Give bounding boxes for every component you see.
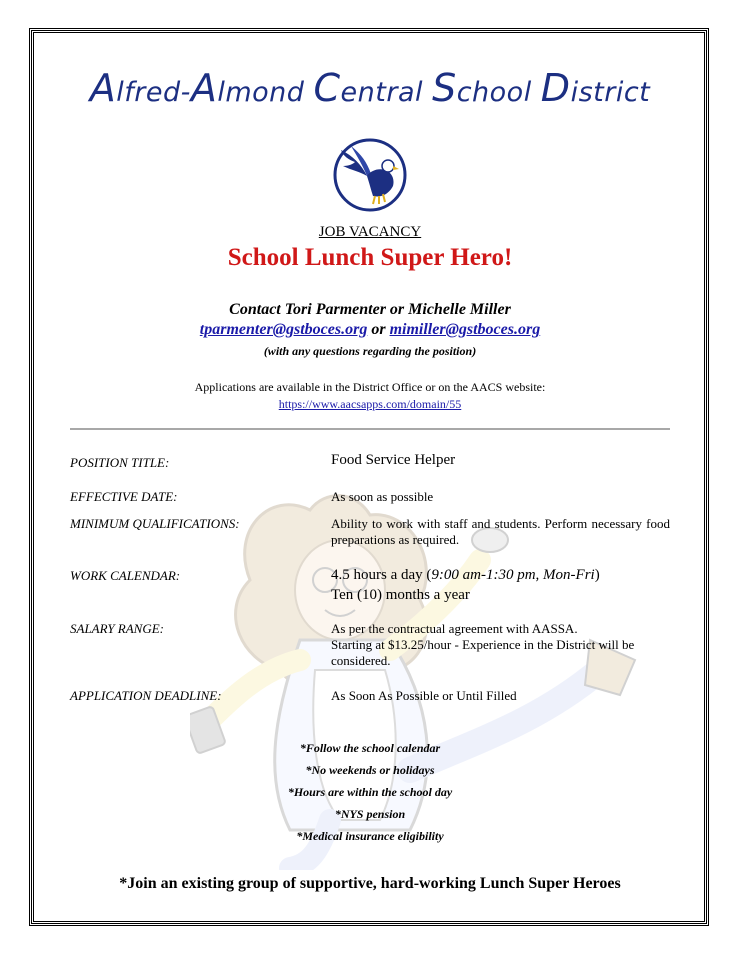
salary-range-value	[331, 621, 670, 669]
application-deadline-value: As Soon As Possible or Until Filled	[331, 688, 517, 703]
application-deadline-label: APPLICATION DEADLINE:	[70, 688, 222, 703]
list-item: *Follow the school calendar	[299, 741, 441, 755]
work-calendar-hours: 4.5 hours a day (9:00 am-1:30 pm, Mon-Fri)	[331, 567, 600, 583]
work-calendar-value	[331, 565, 670, 605]
closing-statement: *Join an existing group of supportive, hard-working Lunch Super Heroes	[119, 875, 621, 892]
work-calendar-months: Ten (10) months a year	[331, 587, 470, 603]
list-item: *Medical insurance eligibility	[296, 829, 444, 843]
list-item: *Hours are within the school day	[287, 785, 453, 799]
work-calendar-label: WORK CALENDAR:	[70, 568, 181, 583]
district-title	[60, 66, 680, 110]
salary-line-2: Starting at $13.25/hour - Experience in the District will be considered.	[331, 637, 635, 668]
email-link-miller[interactable]: mimiller@gstboces.org	[389, 321, 541, 338]
district-title-part: Almond	[190, 66, 314, 110]
page-title: School Lunch Super Hero!	[227, 244, 513, 271]
applications-url	[0, 397, 740, 412]
list-item: *No weekends or holidays	[305, 763, 435, 777]
district-title-part: Alfred-	[89, 66, 191, 110]
email-link-parmenter[interactable]: tparmenter@gstboces.org	[199, 321, 368, 338]
applications-text: Applications are available in the District Office or on the AACS website:	[194, 380, 546, 394]
website-link[interactable]: https://www.aacsapps.com/domain/55	[278, 397, 462, 411]
list-item: *NYS pension	[334, 807, 406, 821]
contact-emails	[0, 321, 740, 339]
questions-note: (with any questions regarding the position)	[263, 344, 477, 358]
district-title-part: Central	[313, 66, 433, 110]
minimum-qualifications-label: MINIMUM QUALIFICATIONS:	[70, 516, 240, 531]
divider	[70, 428, 670, 430]
district-title-part: School	[432, 66, 541, 110]
minimum-qualifications-value: Ability to work with staff and students. Perform necessary food preparations as required.	[331, 516, 670, 547]
contact-line: Contact Tori Parmenter or Michelle Miller	[229, 301, 511, 318]
salary-range-label: SALARY RANGE:	[70, 621, 165, 636]
district-title-part: District	[540, 66, 651, 110]
effective-date-value: As soon as possible	[331, 489, 434, 504]
position-title-value: Food Service Helper	[331, 452, 456, 468]
position-title-label: POSITION TITLE:	[70, 455, 170, 470]
salary-line-1: As per the contractual agreement with AASSA.	[331, 621, 578, 636]
effective-date-label: EFFECTIVE DATE:	[70, 489, 178, 504]
email-connector: or	[367, 321, 390, 338]
eagle-logo-icon	[331, 136, 409, 214]
job-vacancy-label: JOB VACANCY	[318, 224, 422, 240]
perks-list	[0, 737, 740, 847]
